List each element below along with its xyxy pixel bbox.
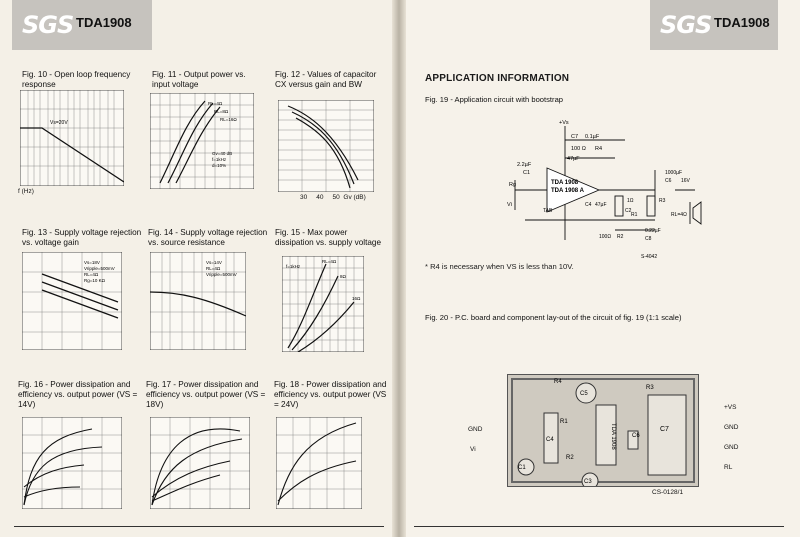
pcb-label: C1 [518,465,526,471]
schematic-label: 0.1µF [585,134,600,140]
fig14-note: Vripple=500mV [206,272,237,277]
fig19-caption: Fig. 19 - Application circuit with bootstrap [425,95,564,104]
pcb-label: C6 [632,433,640,439]
schematic-label: C7 [571,134,579,140]
fig10-graph [20,90,124,186]
schematic-label: R1 [631,212,638,218]
fig13-note: Vs=18V [84,260,100,265]
schematic-label: 2.2µF [517,162,532,168]
fig15-plot [282,256,364,352]
fig10-caption: Fig. 10 - Open loop frequency response [22,70,131,89]
fig12-caption: Fig. 12 - Values of capacitor CX versus gain and BW [275,70,377,89]
fig17-caption: Fig. 17 - Power dissipation and efficiency vs. output power (VS = 18V) [146,380,266,409]
fig16-plot [22,417,122,509]
fig15-note: f=1kHz [286,264,301,269]
right-header [650,0,778,50]
fig13-plot [22,252,122,350]
fig17-plot [150,417,250,509]
schematic-label: C4 [585,202,592,208]
schematic-label: TDA 1908 A [551,188,584,194]
schematic-label: C1 [523,170,531,176]
right-footer-rule [414,526,784,527]
fig18-caption: Fig. 18 - Power dissipation and efficiency vs. output power (VS = 24V) [274,380,387,409]
schematic-label: R2 [617,234,624,240]
schematic-label: 0.22µF [645,228,661,234]
fig11-curve-label: RL=8Ω [214,109,229,114]
fig13-note: Rg=10 KΩ [84,278,106,283]
fig12-x-ticks: 30 40 50 Gv (dB) [300,194,366,201]
schematic-label: C8 [645,236,652,242]
left-footer-rule [14,526,384,527]
schematic-label: 1000µF [665,170,683,176]
fig12-plot [278,100,374,192]
schematic-label: 100Ω [599,234,612,240]
fig15-curve-label: RL=4Ω [322,259,337,264]
fig13-caption: Fig. 13 - Supply voltage rejection vs. voltage gain [22,228,142,247]
fig14-graph [150,252,246,350]
application-schematic [505,120,705,260]
fig11-note: f=1kHz [212,157,227,162]
schematic-label: TDA 1908 [551,180,579,186]
fig11-curve-label: RL=16Ω [220,117,237,122]
fig14-note: RL=4Ω [206,266,221,271]
fig15-curve-label: 16Ω [352,296,361,301]
schematic-label: C6 [665,178,672,184]
pcb-vs-label: +VS [724,404,737,411]
fig20-caption: Fig. 20 - P.C. board and component lay-out of the circuit of fig. 19 (1:1 scale) [425,313,682,322]
schematic-label: Vi [507,202,512,208]
pcb-code: CS-0128/1 [652,489,684,496]
fig16-graph [22,417,122,509]
sgs-logo: SGS [660,11,712,39]
fig11-curve-label: RL=4Ω [208,101,223,106]
pcb-drawing [508,375,698,486]
schematic-label: +Vs [559,120,569,126]
section-title: APPLICATION INFORMATION [425,73,570,84]
r4-note: * R4 is necessary when VS is less than 10V. [425,262,574,271]
fig15-graph [282,256,364,352]
pcb-layout [507,374,699,487]
sgs-logo: SGS [22,11,74,39]
schematic-label: TAB [543,208,553,214]
fig10-annotation: Vs=20V [50,120,68,126]
fig14-plot [150,252,246,350]
schematic-label: R4 [595,146,603,152]
schematic-label: 100 Ω [571,146,586,152]
schematic-label: 47µF [595,202,607,208]
pcb-label: C4 [546,437,554,443]
pcb-rl-label: RL [724,464,733,471]
schematic-label: 47µF [567,156,580,162]
schematic-label: C2 [625,208,632,214]
fig18-graph [276,417,362,509]
part-number: TDA1908 [76,15,132,30]
schematic-label: RL=4Ω [671,212,687,218]
fig13-note: RL=4Ω [84,272,99,277]
fig15-caption: Fig. 15 - Max power dissipation vs. supply voltage [275,228,382,247]
book-gutter [392,0,406,537]
pcb-label: C7 [660,426,669,433]
fig16-caption: Fig. 16 - Power dissipation and efficiency vs. output power (VS = 14V) [18,380,138,409]
pcb-gnd-input-label: GND [468,426,483,433]
schematic-label: S-4042 [641,254,658,260]
fig15-curve-label: 8Ω [340,274,346,279]
fig14-note: Vs=14V [206,260,222,265]
pcb-label: C5 [580,391,588,397]
fig12-graph [278,100,374,192]
pcb-label: R2 [566,455,574,461]
pcb-label: R4 [554,379,562,385]
pcb-label: TDA 1908 [610,423,616,450]
fig17-graph [150,417,250,509]
pcb-vi-label: Vi [470,446,476,453]
fig10-x-axis-label: f (Hz) [18,188,34,195]
part-number: TDA1908 [714,15,770,30]
pcb-gnd-label: GND [724,424,739,431]
pcb-label: R3 [646,385,654,391]
fig18-plot [276,417,362,509]
fig11-plot [150,93,254,189]
fig10-plot [20,90,124,186]
fig11-note: d=10% [212,163,227,168]
schematic-label: 1Ω [627,198,634,204]
pcb-label: R1 [560,419,568,425]
schematic-label: 16V [681,178,690,184]
schematic-label: R3 [659,198,666,204]
fig13-graph [22,252,122,350]
pcb-label: C3 [584,479,592,485]
schematic-label: Rg [509,182,517,188]
fig14-caption: Fig. 14 - Supply voltage rejection vs. source resistance [148,228,268,247]
left-header [12,0,152,50]
fig13-note: Vripple=500mV [84,266,115,271]
fig11-graph [150,93,254,189]
fig11-note: Gv=40 dB [212,151,233,156]
pcb-gnd-label: GND [724,444,739,451]
fig11-caption: Fig. 11 - Output power vs. input voltage [152,70,246,89]
